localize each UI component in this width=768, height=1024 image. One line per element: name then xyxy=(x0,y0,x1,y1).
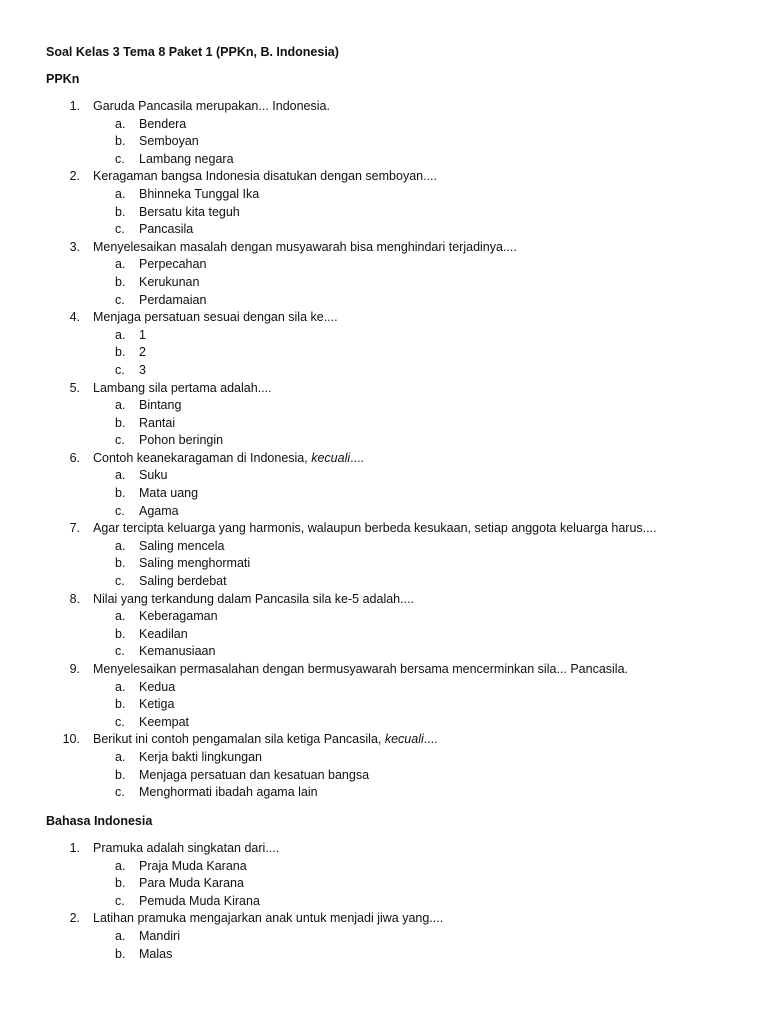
question-number: 6. xyxy=(69,450,80,465)
answer-option xyxy=(0,485,768,503)
question-text-main: Menyelesaikan permasalahan dengan bermusyawarah bersama mencerminkan sila... Pancasila. xyxy=(93,662,629,676)
option-text: Bersatu kita teguh xyxy=(139,204,240,219)
option-letter: c. xyxy=(115,362,125,377)
question-number: 10. xyxy=(62,732,80,747)
option-letter: b. xyxy=(115,486,126,501)
question-list-ppkn xyxy=(0,98,768,802)
option-text: Suku xyxy=(139,468,168,483)
option-text: Agama xyxy=(139,503,179,518)
option-text: Pemuda Muda Kirana xyxy=(139,893,260,908)
option-text: Mandiri xyxy=(139,928,180,943)
answer-option xyxy=(0,626,768,644)
answer-option xyxy=(0,643,768,661)
option-letter: a. xyxy=(115,609,126,624)
option-letter: c. xyxy=(115,893,125,908)
question-text-main: Latihan pramuka mengajarkan anak untuk menjadi jiwa yang.... xyxy=(93,911,444,926)
option-letter: b. xyxy=(115,274,126,289)
option-text: Keadilan xyxy=(139,626,188,641)
option-text: Saling berdebat xyxy=(139,574,227,589)
option-text: Kemanusiaan xyxy=(139,644,216,659)
question-number: 1. xyxy=(69,841,80,855)
option-letter: c. xyxy=(115,222,125,237)
question-text-main: Nilai yang terkandung dalam Pancasila sila ke-5 adalah.... xyxy=(93,591,415,606)
question-text-main: Contoh keanekaragaman di Indonesia, xyxy=(93,450,312,465)
question-text-main: Garuda Pancasila merupakan... Indonesia. xyxy=(93,99,330,113)
answer-option xyxy=(0,432,768,450)
question-text xyxy=(93,731,438,749)
option-text: Para Muda Karana xyxy=(139,876,244,891)
answer-option xyxy=(0,274,768,292)
answer-option xyxy=(0,928,768,946)
question-text-italic: kecuali xyxy=(384,732,424,747)
answer-option xyxy=(0,893,768,911)
question-number: 7. xyxy=(69,521,80,536)
answer-option xyxy=(0,858,768,876)
question-item xyxy=(0,380,768,398)
answer-option xyxy=(0,767,768,785)
question-text xyxy=(93,309,338,327)
answer-option xyxy=(0,696,768,714)
answer-option xyxy=(0,116,768,134)
question-text xyxy=(93,910,443,928)
answer-option xyxy=(0,221,768,239)
answer-option xyxy=(0,467,768,485)
option-text: Rantai xyxy=(139,415,176,430)
answer-option xyxy=(0,186,768,204)
question-text-main: Menyelesaikan masalah dengan musyawarah bisa menghindari terjadinya.... xyxy=(93,239,517,254)
question-text xyxy=(93,661,628,679)
question-item xyxy=(0,840,768,858)
option-text: Keberagaman xyxy=(139,609,218,624)
answer-option xyxy=(0,946,768,964)
option-letter: a. xyxy=(115,468,126,483)
option-letter: b. xyxy=(115,556,126,571)
question-number: 2. xyxy=(69,169,80,184)
answer-option xyxy=(0,397,768,415)
option-text: Pohon beringin xyxy=(139,433,224,448)
question-item xyxy=(0,239,768,257)
answer-option xyxy=(0,784,768,802)
option-text: Kerukunan xyxy=(139,274,200,289)
question-item xyxy=(0,661,768,679)
option-text: Perpecahan xyxy=(139,257,207,272)
question-text xyxy=(93,98,330,116)
question-item xyxy=(0,309,768,327)
question-text-main: Lambang sila pertama adalah.... xyxy=(93,380,272,395)
option-text: Praja Muda Karana xyxy=(139,858,247,873)
option-letter: a. xyxy=(115,538,126,553)
question-text-main: Pramuka adalah singkatan dari.... xyxy=(93,841,280,855)
option-letter: b. xyxy=(115,134,126,149)
question-text xyxy=(93,239,517,257)
question-text-suffix: .... xyxy=(423,732,438,747)
option-letter: c. xyxy=(115,714,125,729)
option-letter: a. xyxy=(115,116,126,131)
answer-option xyxy=(0,875,768,893)
question-text xyxy=(93,450,364,468)
option-letter: b. xyxy=(115,345,126,360)
answer-option xyxy=(0,204,768,222)
question-number: 5. xyxy=(69,380,80,395)
option-letter: b. xyxy=(115,876,126,891)
option-text: Ketiga xyxy=(139,697,175,712)
answer-option xyxy=(0,555,768,573)
question-text-italic: kecuali xyxy=(311,450,351,465)
answer-option xyxy=(0,362,768,380)
option-text: 3 xyxy=(139,362,146,377)
question-item xyxy=(0,168,768,186)
option-letter: c. xyxy=(115,785,125,800)
option-text: Pancasila xyxy=(139,222,194,237)
option-letter: b. xyxy=(115,767,126,782)
answer-option xyxy=(0,573,768,591)
question-text xyxy=(93,591,414,609)
option-text: Kerja bakti lingkungan xyxy=(139,749,262,764)
option-letter: a. xyxy=(115,749,126,764)
answer-option xyxy=(0,344,768,362)
option-letter: c. xyxy=(115,644,125,659)
option-text: 2 xyxy=(139,345,146,360)
option-text: Kedua xyxy=(139,679,176,694)
option-text: Perdamaian xyxy=(139,292,207,307)
answer-option xyxy=(0,503,768,521)
option-letter: b. xyxy=(115,626,126,641)
question-text-main: Menjaga persatuan sesuai dengan sila ke.... xyxy=(93,310,338,325)
answer-option xyxy=(0,256,768,274)
answer-option xyxy=(0,714,768,732)
option-letter: a. xyxy=(115,679,126,694)
answer-option xyxy=(0,292,768,310)
option-text: Mata uang xyxy=(139,486,199,501)
option-letter: a. xyxy=(115,928,126,943)
question-text-suffix: .... xyxy=(350,450,365,465)
option-text: Menjaga persatuan dan kesatuan bangsa xyxy=(139,767,370,782)
question-number: 8. xyxy=(69,591,80,606)
option-text: Bintang xyxy=(139,398,182,413)
option-text: Bhinneka Tunggal Ika xyxy=(139,186,260,201)
option-text: Semboyan xyxy=(139,134,199,149)
option-text: Menghormati ibadah agama lain xyxy=(139,785,318,800)
option-text: Malas xyxy=(139,946,173,961)
answer-option xyxy=(0,415,768,433)
question-item xyxy=(0,731,768,749)
section-heading-ppkn: PPKn xyxy=(46,72,80,86)
option-letter: a. xyxy=(115,186,126,201)
answer-option xyxy=(0,749,768,767)
question-item xyxy=(0,910,768,928)
question-text xyxy=(93,840,279,858)
answer-option xyxy=(0,538,768,556)
option-letter: a. xyxy=(115,398,126,413)
option-letter: b. xyxy=(115,697,126,712)
answer-option xyxy=(0,133,768,151)
option-letter: c. xyxy=(115,151,125,166)
answer-option xyxy=(0,327,768,345)
question-text xyxy=(93,168,437,186)
option-text: Keempat xyxy=(139,714,190,729)
option-text: Saling menghormati xyxy=(139,556,251,571)
option-text: Saling mencela xyxy=(139,538,225,553)
question-number: 9. xyxy=(69,662,80,676)
question-text-main: Berikut ini contoh pengamalan sila ketiga Pancasila, xyxy=(93,732,385,747)
option-letter: c. xyxy=(115,433,125,448)
answer-option xyxy=(0,679,768,697)
question-item xyxy=(0,520,768,538)
option-letter: a. xyxy=(115,327,126,342)
option-text: Bendera xyxy=(139,116,187,131)
question-text xyxy=(93,380,272,398)
question-number: 1. xyxy=(69,99,80,113)
answer-option xyxy=(0,151,768,169)
option-letter: c. xyxy=(115,503,125,518)
question-list-bahasa-indonesia xyxy=(0,840,768,963)
question-number: 3. xyxy=(69,239,80,254)
option-letter: a. xyxy=(115,257,126,272)
question-item xyxy=(0,450,768,468)
question-text-main: Keragaman bangsa Indonesia disatukan dengan semboyan.... xyxy=(93,169,437,184)
option-letter: b. xyxy=(115,415,126,430)
question-text-main: Agar tercipta keluarga yang harmonis, walaupun berbeda kesukaan, setiap anggota keluarga harus.... xyxy=(93,521,657,536)
question-number: 4. xyxy=(69,310,80,325)
option-letter: b. xyxy=(115,204,126,219)
option-letter: c. xyxy=(115,574,125,589)
option-letter: b. xyxy=(115,946,126,961)
option-text: 1 xyxy=(139,327,146,342)
question-item xyxy=(0,591,768,609)
option-letter: a. xyxy=(115,858,126,873)
option-letter: c. xyxy=(115,292,125,307)
question-text xyxy=(93,520,657,538)
section-heading-bahasa-indonesia: Bahasa Indonesia xyxy=(46,814,153,828)
question-number: 2. xyxy=(69,911,80,926)
document-title: Soal Kelas 3 Tema 8 Paket 1 (PPKn, B. Indonesia) xyxy=(46,45,339,59)
answer-option xyxy=(0,608,768,626)
question-item xyxy=(0,98,768,116)
option-text: Lambang negara xyxy=(139,151,234,166)
